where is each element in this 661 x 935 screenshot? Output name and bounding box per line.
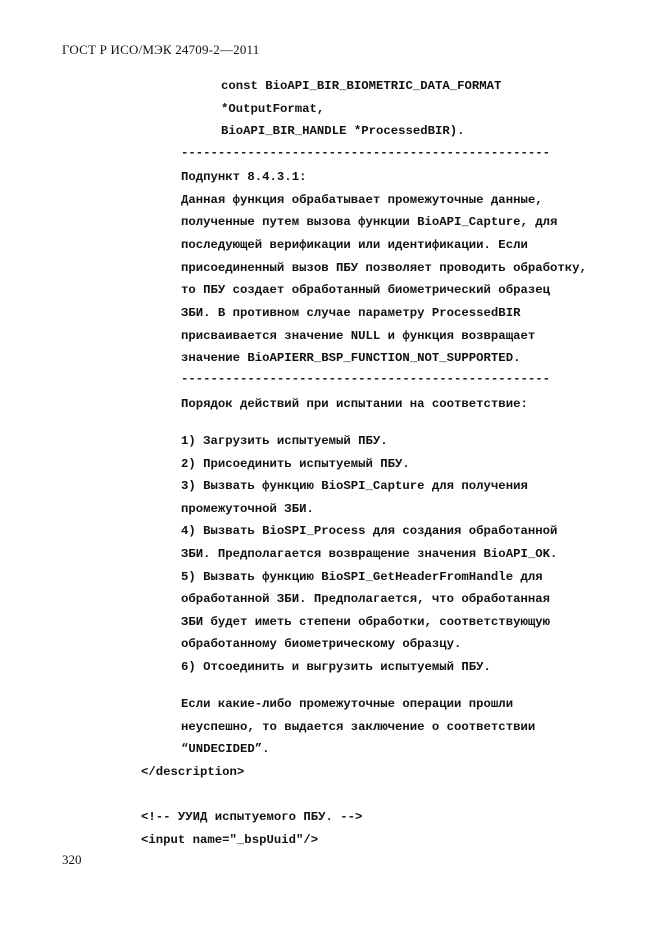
xml-comment: <!-- УУИД испытуемого ПБУ. --> [141, 810, 363, 824]
page-number: 320 [62, 852, 82, 867]
description-line: полученные путем вызова функции BioAPI_Capture, для [181, 215, 558, 229]
code-signature-line: *OutputFormat, [221, 102, 325, 116]
procedure-step: ЗБИ. Предполагается возвращение значения BioAPI_OK. [181, 547, 558, 561]
conclusion-line: “UNDECIDED”. [181, 742, 270, 756]
description-line: ЗБИ. В противном случае параметру ProcessedBIR [181, 306, 521, 320]
code-signature-line: const BioAPI_BIR_BIOMETRIC_DATA_FORMAT [221, 79, 502, 93]
separator-line: -------------------------------------------------- [181, 372, 550, 386]
description-line: последующей верификации или идентификации. Если [181, 238, 528, 252]
procedure-title: Порядок действий при испытании на соответствие: [181, 397, 528, 411]
description-line: то ПБУ создает обработанный биометрический образец [181, 283, 550, 297]
procedure-step: 2) Присоединить испытуемый ПБУ. [181, 457, 410, 471]
procedure-step: обработанной ЗБИ. Предполагается, что обработанная [181, 592, 550, 606]
procedure-step: 4) Вызвать BioSPI_Process для создания обработанной [181, 524, 558, 538]
closing-tag: </description> [141, 765, 245, 779]
description-line: Данная функция обрабатывает промежуточные данные, [181, 193, 543, 207]
description-line: присваивается значение NULL и функция возвращает [181, 329, 536, 343]
description-line: значение BioAPIERR_BSP_FUNCTION_NOT_SUPPORTED. [181, 351, 521, 365]
subclause-label: Подпункт 8.4.3.1: [181, 170, 307, 184]
conclusion-line: Если какие-либо промежуточные операции прошли [181, 697, 514, 711]
procedure-step: ЗБИ будет иметь степени обработки, соответствующую [181, 615, 550, 629]
procedure-step: 6) Отсоединить и выгрузить испытуемый ПБУ. [181, 660, 491, 674]
description-line: присоединенный вызов ПБУ позволяет проводить обработку, [181, 261, 587, 275]
procedure-step: 1) Загрузить испытуемый ПБУ. [181, 434, 388, 448]
code-signature-line: BioAPI_BIR_HANDLE *ProcessedBIR). [221, 124, 465, 138]
procedure-step: промежуточной ЗБИ. [181, 502, 314, 516]
separator-line: -------------------------------------------------- [181, 146, 550, 160]
procedure-step: 5) Вызвать функцию BioSPI_GetHeaderFromHandle для [181, 570, 543, 584]
document-header: ГОСТ Р ИСО/МЭК 24709-2—2011 [62, 42, 260, 57]
conclusion-line: неуспешно, то выдается заключение о соответствии [181, 720, 536, 734]
procedure-step: обработанному биометрическому образцу. [181, 637, 462, 651]
procedure-step: 3) Вызвать функцию BioSPI_Capture для получения [181, 479, 528, 493]
input-tag: <input name="_bspUuid"/> [141, 833, 319, 847]
